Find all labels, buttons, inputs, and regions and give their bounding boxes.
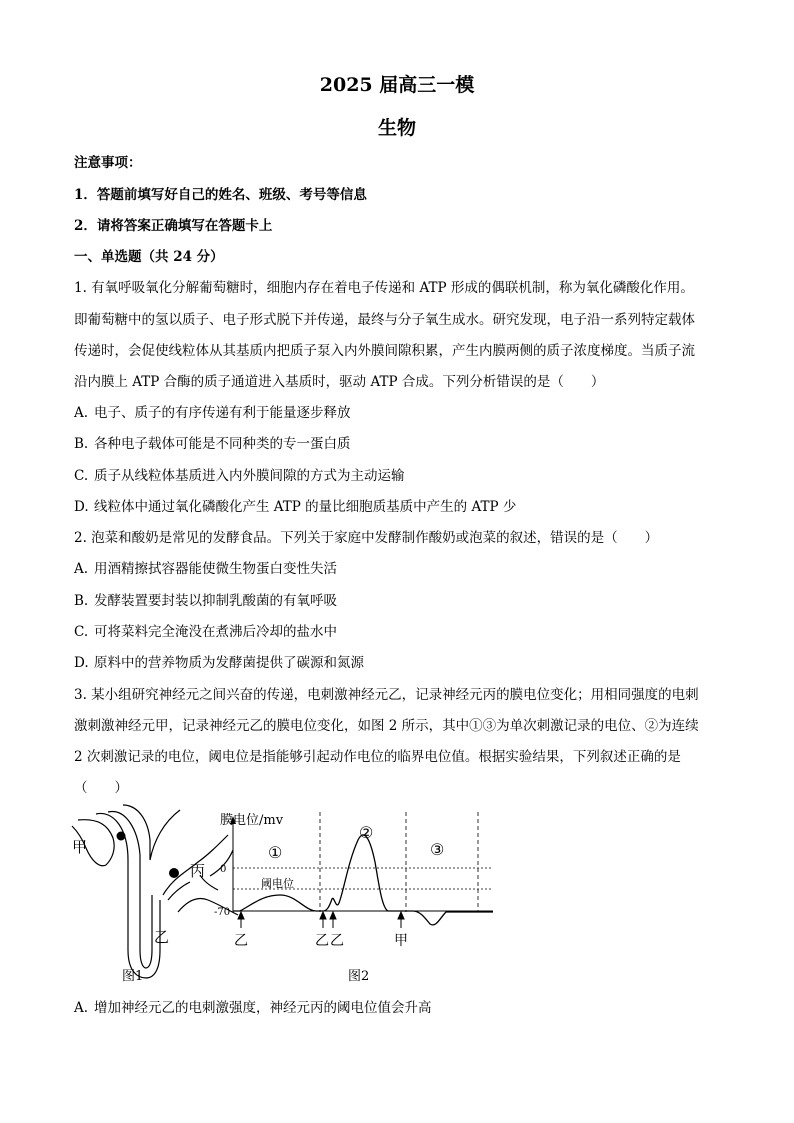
option-label: A. bbox=[74, 405, 89, 421]
q2-option-a[interactable] bbox=[74, 557, 337, 577]
option-text: 线粒体中通过氧化磷酸化产生 ATP 的量比细胞质基质中产生的 ATP 少 bbox=[94, 499, 517, 515]
circled-label-3: ③ bbox=[430, 840, 445, 859]
option-text: 用酒精擦拭容器能使微生物蛋白变性失活 bbox=[94, 561, 337, 577]
circled-label-1: ① bbox=[268, 843, 283, 862]
option-label: D. bbox=[74, 655, 89, 671]
q1-stem-line: 1. 有氧呼吸氧化分解葡萄糖时，细胞内存在着电子传递和 ATP 形成的偶联机制，称为氧化磷酸化作用。 bbox=[74, 280, 694, 296]
option-label: D. bbox=[74, 499, 89, 515]
q1-option-d[interactable] bbox=[74, 495, 516, 515]
option-text: 质子从线粒体基质进入内外膜间隙的方式为主动运输 bbox=[94, 468, 405, 484]
option-text: 增加神经元乙的电刺激强度，神经元丙的阈电位值会升高 bbox=[94, 1000, 432, 1016]
figure-1-neurons bbox=[72, 805, 238, 978]
q2-option-d[interactable] bbox=[74, 651, 364, 671]
option-label: B. bbox=[74, 593, 89, 609]
option-text: 原料中的营养物质为发酵菌提供了碳源和氮源 bbox=[94, 655, 364, 671]
option-text: 电子、质子的有序传递有利于能量逐步释放 bbox=[94, 405, 351, 421]
option-label: B. bbox=[74, 436, 89, 452]
figure-2-caption: 图2 bbox=[348, 969, 370, 984]
q1-option-b[interactable] bbox=[74, 432, 351, 452]
notice-heading: 注意事项： bbox=[74, 155, 142, 171]
q3-option-a[interactable] bbox=[74, 996, 432, 1016]
q1-stem-line: 即葡萄糖中的氢以质子、电子形式脱下并传递，最终与分子氧生成水。研究发现，电子沿一系列特定载体 bbox=[74, 312, 695, 328]
nucleus-dot bbox=[169, 868, 179, 878]
threshold-label: 阈电位 bbox=[261, 877, 294, 890]
q2-option-c[interactable] bbox=[74, 620, 337, 640]
option-text: 发酵装置要封装以抑制乳酸菌的有氧呼吸 bbox=[94, 593, 337, 609]
q2-option-b[interactable] bbox=[74, 589, 337, 609]
option-text: 可将菜料完全淹没在煮沸后冷却的盐水中 bbox=[94, 624, 337, 640]
stimulus-label: 乙 bbox=[234, 933, 248, 949]
q1-stem-line: 传递时，会促使线粒体从其基质内把质子泵入内外膜间隙积累，产生内膜两侧的质子浓度梯度。当质子流 bbox=[74, 343, 695, 359]
q2-stem-line: 2. 泡菜和酸奶是常见的发酵食品。下列关于家庭中发酵制作酸奶或泡菜的叙述，错误的是（ ） bbox=[74, 530, 659, 546]
stimulus-label: 乙 bbox=[315, 933, 329, 949]
y-tick-zero: 0 bbox=[220, 864, 227, 875]
stimulus-arrows bbox=[238, 912, 404, 928]
stimulus-label: 甲 bbox=[394, 933, 408, 949]
y-axis-label: 膜电位/mv bbox=[220, 813, 284, 828]
section-heading: 一、单选题（共 24 分） bbox=[74, 249, 224, 265]
q1-option-c[interactable] bbox=[74, 464, 405, 484]
figure-1-caption: 图1 bbox=[122, 969, 144, 984]
notice-item: 1．答题前填写好自己的姓名、班级、考号等信息 bbox=[74, 187, 367, 203]
option-text: 各种电子载体可能是不同种类的专一蛋白质 bbox=[94, 436, 351, 452]
q3-stem-line: （ ） bbox=[74, 780, 128, 796]
q3-stem-line: 3. 某小组研究神经元之间兴奋的传递，电刺激神经元乙，记录神经元丙的膜电位变化；用相同强度的电刺 bbox=[74, 687, 699, 703]
option-label: A. bbox=[74, 1000, 89, 1016]
exam-title: 2025 届高三一模 bbox=[319, 74, 475, 96]
q3-stem-line: 2 次刺激记录的电位，阈电位是指能够引起动作电位的临界电位值。根据实验结果，下列叙述正确的是 bbox=[74, 749, 681, 765]
option-label: C. bbox=[74, 468, 89, 484]
nucleus-dot bbox=[117, 832, 126, 841]
stimulus-label: 乙 bbox=[330, 933, 344, 949]
option-label: C. bbox=[74, 624, 89, 640]
y-tick-minus70: -70 bbox=[214, 907, 231, 918]
neuron-label-jia: 甲 bbox=[72, 838, 88, 856]
neuron-label-yi: 乙 bbox=[154, 928, 170, 946]
circled-label-2: ② bbox=[359, 823, 374, 842]
q1-stem-line: 沿内膜上 ATP 合酶的质子通道进入基质时，驱动 ATP 合成。下列分析错误的是（ ） bbox=[74, 374, 605, 390]
q3-stem-line: 激刺激神经元甲，记录神经元乙的膜电位变化，如图 2 所示，其中①③为单次刺激记录的电位、②为连续 bbox=[74, 718, 699, 734]
subject-title: 生物 bbox=[377, 117, 416, 139]
option-label: A. bbox=[74, 561, 89, 577]
q1-option-a[interactable] bbox=[74, 401, 351, 421]
q3-figure bbox=[68, 800, 498, 985]
neuron-label-bing: 丙 bbox=[190, 862, 206, 880]
notice-item: 2．请将答案正确填写在答题卡上 bbox=[74, 218, 273, 234]
